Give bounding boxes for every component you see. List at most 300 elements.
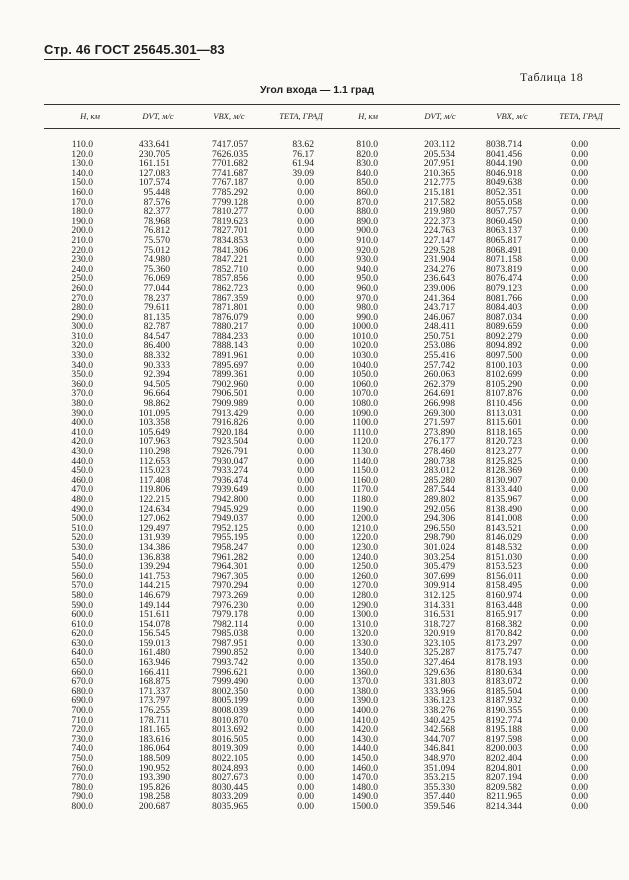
- cell-dvt: 222.373: [423, 215, 455, 227]
- cell-height: 690.0: [71, 695, 93, 707]
- cell-height: 1170.0: [351, 484, 378, 496]
- cell-vbx: 7909.989: [212, 398, 248, 410]
- cell-height: 970.0: [356, 292, 378, 304]
- cell-height: 510.0: [71, 522, 93, 534]
- cell-vbx: 8110.456: [486, 398, 522, 410]
- cell-theta: 0.00: [297, 657, 314, 669]
- cell-dvt: 87.576: [143, 196, 170, 208]
- cell-dvt: 260.063: [423, 369, 455, 381]
- cell-theta: 0.00: [297, 676, 314, 688]
- cell-height: 160.0: [71, 186, 93, 198]
- cell-vbx: 7626.035: [212, 148, 248, 160]
- cell-theta: 0.00: [297, 273, 314, 285]
- cell-height: 1080.0: [351, 398, 378, 410]
- cell-theta: 0.00: [297, 618, 314, 630]
- cell-height: 990.0: [356, 311, 378, 323]
- cell-height: 880.0: [356, 206, 378, 218]
- cell-height: 430.0: [71, 446, 93, 457]
- cell-dvt: 234.276: [423, 263, 455, 275]
- cell-height: 480.0: [71, 493, 93, 505]
- cell-theta: 0.00: [297, 753, 314, 764]
- cell-theta: 0.00: [571, 666, 588, 678]
- cell-dvt: 318.727: [423, 618, 455, 630]
- cell-vbx: 7949.037: [212, 513, 248, 525]
- cell-vbx: 8049.638: [486, 177, 522, 189]
- cell-height: 660.0: [71, 666, 93, 678]
- cell-theta: 0.00: [297, 541, 314, 553]
- cell-height: 950.0: [356, 273, 378, 285]
- cell-theta: 61.94: [292, 158, 314, 170]
- cell-vbx: 7810.277: [212, 206, 248, 218]
- cell-height: 700.0: [71, 705, 93, 717]
- cell-theta: 0.00: [571, 685, 588, 697]
- cell-theta: 0.00: [571, 561, 588, 573]
- cell-theta: 0.00: [571, 340, 588, 352]
- cell-dvt: 163.946: [138, 657, 170, 669]
- cell-vbx: 8146.029: [486, 532, 522, 544]
- cell-dvt: 269.300: [423, 407, 455, 419]
- cell-height: 550.0: [71, 561, 93, 573]
- cell-height: 1210.0: [351, 522, 378, 534]
- cell-theta: 0.00: [297, 589, 314, 601]
- cell-height: 1430.0: [351, 733, 378, 745]
- cell-theta: 0.00: [297, 282, 314, 294]
- cell-theta: 0.00: [571, 465, 588, 477]
- cell-theta: 0.00: [571, 350, 588, 362]
- cell-height: 780.0: [71, 781, 93, 793]
- cell-height: 1070.0: [351, 388, 378, 400]
- cell-theta: 0.00: [571, 311, 588, 323]
- cell-theta: 0.00: [571, 532, 588, 544]
- cell-height: 940.0: [356, 263, 378, 275]
- cell-height: 270.0: [71, 292, 93, 304]
- cell-vbx: 8041.456: [486, 148, 522, 160]
- cell-height: 1360.0: [351, 666, 378, 678]
- cell-dvt: 195.826: [138, 781, 170, 793]
- cell-dvt: 210.365: [423, 167, 455, 179]
- cell-dvt: 348.970: [423, 753, 455, 764]
- cell-vbx: 7973.269: [212, 589, 248, 601]
- cell-vbx: 7933.274: [212, 465, 248, 477]
- cell-dvt: 307.699: [423, 570, 455, 582]
- cell-theta: 0.00: [297, 196, 314, 208]
- cell-vbx: 7785.292: [212, 186, 248, 198]
- cell-height: 380.0: [71, 398, 93, 410]
- cell-dvt: 77.044: [143, 282, 170, 294]
- column-header-theta-right: ТЕТА, ГРАД: [559, 111, 603, 121]
- cell-dvt: 359.546: [423, 800, 455, 812]
- cell-height: 560.0: [71, 570, 93, 582]
- cell-vbx: 8022.105: [212, 753, 248, 764]
- cell-dvt: 255.416: [423, 350, 455, 362]
- cell-dvt: 105.649: [138, 426, 170, 438]
- cell-theta: 0.00: [297, 321, 314, 333]
- cell-theta: 0.00: [297, 263, 314, 275]
- cell-dvt: 141.753: [138, 570, 170, 582]
- cell-theta: 0.00: [297, 436, 314, 448]
- cell-vbx: 7996.621: [212, 666, 248, 678]
- cell-height: 450.0: [71, 465, 93, 477]
- cell-theta: 0.00: [571, 791, 588, 803]
- cell-vbx: 7967.305: [212, 570, 248, 582]
- cell-dvt: 289.802: [423, 493, 455, 505]
- cell-theta: 0.00: [571, 714, 588, 726]
- cell-vbx: 8102.699: [486, 369, 522, 381]
- cell-dvt: 75.012: [143, 244, 170, 256]
- table-label: Таблица 18: [520, 70, 584, 84]
- cell-dvt: 203.112: [424, 139, 455, 150]
- cell-theta: 0.00: [571, 369, 588, 381]
- column-header-dvt-right: DVT, м/с: [424, 111, 456, 121]
- cell-height: 860.0: [356, 186, 378, 198]
- cell-vbx: 8211.965: [486, 791, 522, 803]
- cell-dvt: 161.480: [138, 647, 170, 659]
- cell-vbx: 8209.582: [486, 781, 522, 793]
- cell-dvt: 357.440: [423, 791, 455, 803]
- cell-dvt: 207.951: [423, 158, 455, 170]
- cell-vbx: 8190.355: [486, 705, 522, 717]
- cell-height: 1190.0: [351, 503, 378, 515]
- cell-vbx: 8165.917: [486, 609, 522, 621]
- cell-height: 910.0: [356, 234, 378, 246]
- cell-height: 370.0: [71, 388, 93, 400]
- cell-theta: 0.00: [297, 340, 314, 352]
- cell-dvt: 294.306: [423, 513, 455, 525]
- cell-height: 530.0: [71, 541, 93, 553]
- cell-theta: 0.00: [571, 302, 588, 314]
- cell-vbx: 8087.034: [486, 311, 522, 323]
- cell-height: 1020.0: [351, 340, 378, 352]
- cell-height: 220.0: [71, 244, 93, 256]
- cell-height: 1310.0: [351, 618, 378, 630]
- cell-theta: 0.00: [571, 551, 588, 563]
- cell-theta: 0.00: [571, 398, 588, 410]
- cell-theta: 0.00: [297, 791, 314, 803]
- cell-height: 1490.0: [351, 791, 378, 803]
- cell-dvt: 283.012: [423, 465, 455, 477]
- cell-theta: 0.00: [571, 513, 588, 525]
- cell-vbx: 8019.309: [212, 743, 248, 755]
- cell-dvt: 103.358: [138, 417, 170, 429]
- cell-height: 130.0: [71, 158, 93, 170]
- cell-dvt: 266.998: [423, 398, 455, 410]
- cell-height: 500.0: [71, 513, 93, 525]
- cell-dvt: 231.904: [423, 254, 455, 266]
- cell-vbx: 8115.601: [486, 417, 522, 429]
- cell-dvt: 292.056: [423, 503, 455, 515]
- cell-dvt: 94.505: [143, 378, 170, 390]
- cell-dvt: 131.939: [138, 532, 170, 544]
- column-vbx-right: [470, 140, 522, 812]
- cell-theta: 0.00: [571, 196, 588, 208]
- cell-height: 460.0: [71, 474, 93, 486]
- cell-height: 120.0: [71, 148, 93, 160]
- cell-vbx: 8200.003: [486, 743, 522, 755]
- cell-theta: 0.00: [297, 666, 314, 678]
- cell-theta: 0.00: [571, 254, 588, 266]
- cell-theta: 0.00: [297, 580, 314, 592]
- cell-vbx: 8063.137: [486, 225, 522, 237]
- cell-dvt: 115.023: [139, 465, 170, 477]
- cell-theta: 0.00: [297, 369, 314, 381]
- cell-theta: 0.00: [571, 589, 588, 601]
- cell-height: 1440.0: [351, 743, 378, 755]
- cell-vbx: 8170.842: [486, 628, 522, 640]
- cell-theta: 0.00: [297, 724, 314, 736]
- cell-dvt: 217.582: [423, 196, 455, 208]
- cell-dvt: 134.386: [138, 541, 170, 553]
- cell-dvt: 188.509: [138, 753, 170, 764]
- cell-theta: 0.00: [571, 359, 588, 371]
- cell-dvt: 92.394: [143, 369, 170, 381]
- cell-vbx: 7930.047: [212, 455, 248, 467]
- cell-theta: 0.00: [571, 388, 588, 400]
- cell-dvt: 176.255: [138, 705, 170, 717]
- cell-dvt: 75.570: [143, 234, 170, 246]
- cell-height: 1000.0: [351, 321, 378, 333]
- cell-vbx: 8160.974: [486, 589, 522, 601]
- cell-theta: 0.00: [297, 378, 314, 390]
- cell-height: 1250.0: [351, 561, 378, 573]
- cell-theta: 0.00: [297, 446, 314, 457]
- cell-vbx: 8153.523: [486, 561, 522, 573]
- cell-height: 1140.0: [351, 455, 378, 467]
- cell-theta: 0.00: [571, 647, 588, 659]
- cell-theta: 0.00: [571, 695, 588, 707]
- cell-dvt: 119.806: [139, 484, 170, 496]
- cell-height: 770.0: [71, 772, 93, 784]
- page-reference: Стр. 46 ГОСТ 25645.301—83: [44, 42, 225, 57]
- cell-theta: 0.00: [297, 637, 314, 649]
- cell-height: 850.0: [356, 177, 378, 189]
- cell-height: 1180.0: [351, 493, 378, 505]
- cell-dvt: 229.528: [423, 244, 455, 256]
- cell-vbx: 8008.039: [212, 705, 248, 717]
- cell-theta: 0.00: [571, 762, 588, 774]
- cell-height: 710.0: [71, 714, 93, 726]
- cell-theta: 0.00: [571, 570, 588, 582]
- cell-dvt: 96.664: [143, 388, 170, 400]
- cell-vbx: 8065.817: [486, 234, 522, 246]
- cell-vbx: 7799.128: [212, 196, 248, 208]
- cell-vbx: 8027.673: [212, 772, 248, 784]
- cell-theta: 0.00: [571, 426, 588, 438]
- cell-theta: 0.00: [571, 772, 588, 784]
- cell-height: 240.0: [71, 263, 93, 275]
- cell-theta: 0.00: [571, 330, 588, 342]
- cell-theta: 0.00: [571, 234, 588, 246]
- cell-height: 420.0: [71, 436, 93, 448]
- cell-height: 1370.0: [351, 676, 378, 688]
- cell-dvt: 303.254: [423, 551, 455, 563]
- cell-theta: 0.00: [297, 772, 314, 784]
- cell-theta: 0.00: [571, 618, 588, 630]
- cell-height: 1480.0: [351, 781, 378, 793]
- cell-dvt: 241.364: [423, 292, 455, 304]
- cell-vbx: 8033.209: [212, 791, 248, 803]
- cell-height: 600.0: [71, 609, 93, 621]
- cell-vbx: 7867.359: [212, 292, 248, 304]
- cell-vbx: 8207.194: [486, 772, 522, 784]
- cell-height: 1300.0: [351, 609, 378, 621]
- cell-theta: 0.00: [571, 753, 588, 764]
- column-header-vbx-left: VBX, м/с: [213, 111, 245, 121]
- cell-height: 960.0: [356, 282, 378, 294]
- cell-theta: 0.00: [571, 493, 588, 505]
- cell-vbx: 7913.429: [212, 407, 248, 419]
- cell-theta: 0.00: [297, 244, 314, 256]
- cell-vbx: 8089.659: [486, 321, 522, 333]
- cell-theta: 0.00: [297, 292, 314, 304]
- cell-vbx: 8084.403: [486, 302, 522, 314]
- cell-dvt: 74.980: [143, 254, 170, 266]
- cell-dvt: 110.298: [139, 446, 170, 457]
- cell-vbx: 8123.277: [486, 446, 522, 457]
- cell-theta: 0.00: [571, 263, 588, 275]
- header-underline: [44, 59, 200, 60]
- cell-height: 490.0: [71, 503, 93, 515]
- cell-vbx: 8141.008: [486, 513, 522, 525]
- column-height-right: [335, 140, 378, 812]
- cell-dvt: 166.411: [139, 666, 170, 678]
- cell-dvt: 338.276: [423, 705, 455, 717]
- cell-theta: 0.00: [571, 244, 588, 256]
- column-header-dvt-left: DVT, м/с: [142, 111, 174, 121]
- cell-height: 1500.0: [351, 800, 378, 812]
- cell-height: 580.0: [71, 589, 93, 601]
- cell-theta: 0.00: [297, 561, 314, 573]
- cell-height: 1470.0: [351, 772, 378, 784]
- cell-dvt: 161.151: [138, 158, 170, 170]
- cell-dvt: 149.144: [138, 599, 170, 611]
- cell-dvt: 78.237: [143, 292, 170, 304]
- cell-theta: 83.62: [292, 139, 314, 150]
- cell-vbx: 7958.247: [212, 541, 248, 553]
- column-header-vbx-right: VBX, м/с: [496, 111, 528, 121]
- cell-dvt: 76.069: [143, 273, 170, 285]
- cell-theta: 0.00: [297, 407, 314, 419]
- cell-height: 1260.0: [351, 570, 378, 582]
- cell-vbx: 7880.217: [212, 321, 248, 333]
- cell-vbx: 7961.282: [212, 551, 248, 563]
- cell-height: 1010.0: [351, 330, 378, 342]
- cell-dvt: 183.616: [138, 733, 170, 745]
- cell-height: 1060.0: [351, 378, 378, 390]
- cell-theta: 0.00: [297, 609, 314, 621]
- cell-vbx: 7990.852: [212, 647, 248, 659]
- page-header: [44, 42, 225, 57]
- cell-vbx: 8046.918: [486, 167, 522, 179]
- cell-vbx: 7964.301: [212, 561, 248, 573]
- cell-height: 520.0: [71, 532, 93, 544]
- cell-theta: 76.17: [292, 148, 314, 160]
- cell-theta: 0.00: [297, 762, 314, 774]
- cell-dvt: 257.742: [423, 359, 455, 371]
- cell-dvt: 215.181: [423, 186, 455, 198]
- cell-theta: 0.00: [297, 388, 314, 400]
- cell-dvt: 239.006: [423, 282, 455, 294]
- cell-vbx: 8185.504: [486, 685, 522, 697]
- cell-height: 800.0: [71, 800, 93, 812]
- cell-height: 1030.0: [351, 350, 378, 362]
- cell-dvt: 181.165: [138, 724, 170, 736]
- cell-dvt: 76.812: [143, 225, 170, 237]
- cell-theta: 0.00: [571, 724, 588, 736]
- cell-vbx: 7899.361: [212, 369, 248, 381]
- cell-height: 870.0: [356, 196, 378, 208]
- table-header-rule: [44, 128, 620, 129]
- cell-vbx: 7939.649: [212, 484, 248, 496]
- cell-theta: 0.00: [571, 378, 588, 390]
- cell-vbx: 8055.058: [486, 196, 522, 208]
- cell-dvt: 342.568: [423, 724, 455, 736]
- cell-vbx: 7979.178: [212, 609, 248, 621]
- cell-theta: 0.00: [297, 570, 314, 582]
- cell-dvt: 186.064: [138, 743, 170, 755]
- cell-dvt: 112.653: [139, 455, 170, 467]
- cell-dvt: 278.460: [423, 446, 455, 457]
- cell-vbx: 8175.747: [486, 647, 522, 659]
- cell-dvt: 227.147: [423, 234, 455, 246]
- cell-theta: 0.00: [571, 733, 588, 745]
- cell-height: 260.0: [71, 282, 93, 294]
- cell-dvt: 250.751: [423, 330, 455, 342]
- cell-height: 1090.0: [351, 407, 378, 419]
- cell-vbx: 7936.474: [212, 474, 248, 486]
- cell-dvt: 325.287: [423, 647, 455, 659]
- cell-vbx: 8079.123: [486, 282, 522, 294]
- cell-height: 110.0: [71, 139, 93, 150]
- cell-vbx: 8076.474: [486, 273, 522, 285]
- cell-vbx: 7920.184: [212, 426, 248, 438]
- cell-theta: 0.00: [571, 800, 588, 812]
- cell-height: 360.0: [71, 378, 93, 390]
- cell-vbx: 7891.961: [212, 350, 248, 362]
- cell-theta: 0.00: [297, 800, 314, 812]
- cell-height: 640.0: [71, 647, 93, 659]
- cell-height: 230.0: [71, 254, 93, 266]
- cell-dvt: 224.763: [423, 225, 455, 237]
- cell-vbx: 7982.114: [212, 618, 248, 630]
- cell-height: 1420.0: [351, 724, 378, 736]
- cell-vbx: 8057.757: [486, 206, 522, 218]
- cell-vbx: 8097.500: [486, 350, 522, 362]
- cell-vbx: 8016.505: [212, 733, 248, 745]
- cell-vbx: 8192.774: [486, 714, 522, 726]
- cell-vbx: 7952.125: [212, 522, 248, 534]
- cell-dvt: 198.258: [138, 791, 170, 803]
- cell-vbx: 7945.929: [212, 503, 248, 515]
- cell-dvt: 327.464: [423, 657, 455, 669]
- cell-dvt: 236.643: [423, 273, 455, 285]
- cell-dvt: 246.067: [423, 311, 455, 323]
- cell-theta: 0.00: [571, 215, 588, 227]
- cell-height: 1400.0: [351, 705, 378, 717]
- cell-theta: 0.00: [571, 474, 588, 486]
- cell-theta: 0.00: [571, 167, 588, 179]
- cell-vbx: 7902.960: [212, 378, 248, 390]
- cell-vbx: 7906.501: [212, 388, 248, 400]
- cell-height: 900.0: [356, 225, 378, 237]
- cell-height: 920.0: [356, 244, 378, 256]
- cell-height: 340.0: [71, 359, 93, 371]
- cell-vbx: 8151.030: [486, 551, 522, 563]
- cell-dvt: 253.086: [423, 340, 455, 352]
- cell-height: 750.0: [71, 753, 93, 764]
- cell-vbx: 7993.742: [212, 657, 248, 669]
- cell-theta: 0.00: [297, 532, 314, 544]
- column-height-left: [56, 140, 93, 812]
